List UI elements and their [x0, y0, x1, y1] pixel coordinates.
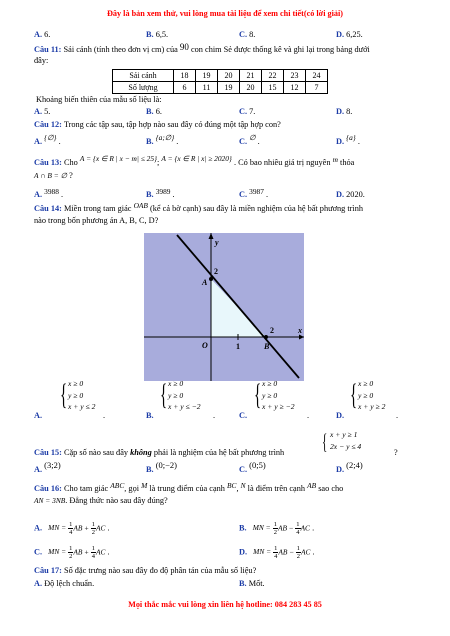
q15-system: { x + y ≥ 1 2x − y ≤ 4 [322, 429, 362, 454]
label-one: 1 [236, 342, 240, 351]
q16-option-c[interactable]: C. MN = $\frac{1}{2}$ AB + $\frac{1}{4}$ AC . [34, 545, 110, 560]
label-o: O [202, 341, 208, 350]
q14-option-b-label[interactable]: B. [146, 411, 154, 420]
q11-option-b[interactable]: B. 6. [146, 107, 162, 116]
footer-banner: Mọi thắc mắc vui lòng xin liên hệ hotline: 084 283 45 85 [128, 600, 322, 609]
q15-stem: Câu 15: Cặp số nào sau đây không phải là nghiệm của hệ bất phương trình [34, 448, 285, 457]
q11-option-c[interactable]: C. 7. [239, 107, 256, 116]
q12-option-d[interactable]: D. {a} . [336, 133, 360, 146]
q12-stem: Câu 12: Trong các tập sau, tập hợp nào sau đây có đúng một tập hợp con? [34, 120, 281, 129]
q14-option-c[interactable]: { x ≥ 0 y ≥ 0 x + y ≥ −2 [254, 378, 295, 411]
q10-option-c[interactable]: C. 8. [239, 30, 256, 39]
q13-option-c[interactable]: C. 3987 . [239, 187, 269, 199]
label-two-x: 2 [270, 326, 274, 335]
q17-option-b[interactable]: B. Mốt. [239, 579, 265, 588]
q13-option-a[interactable]: A. 3988 . [34, 187, 64, 199]
label-a: A [202, 278, 208, 287]
label-two-y: 2 [214, 267, 218, 276]
q14-option-d-label[interactable]: D. [336, 411, 345, 420]
point-a [209, 277, 213, 281]
label-y: y [215, 238, 219, 247]
q15-option-b[interactable]: B. (0;−2) [146, 460, 178, 474]
q14-option-a-label[interactable]: A. [34, 411, 43, 420]
q10-option-b[interactable]: B. 6,5. [146, 30, 169, 39]
q13-stem: Câu 13: Cho A = {x ∈ R | x − m| ≤ 25}; A = {x ∈ R | x| ≥ 2020} . Có bao nhiêu giá trị nguyên m thỏa [34, 154, 355, 167]
q12-option-b[interactable]: B. {a;∅} . [146, 133, 179, 146]
q16-option-d[interactable]: D. MN = $\frac{1}{4}$ AB − $\frac{1}{2}$ AC . [239, 545, 315, 560]
q15-option-c[interactable]: C. (0;5) [239, 460, 266, 474]
q11-stem-2: đây: [34, 56, 49, 65]
point-b [264, 335, 268, 339]
q14-option-d[interactable]: { x ≥ 0 y ≥ 0 x + y ≥ 2 [350, 378, 386, 411]
q14-graph [144, 233, 304, 381]
q10-option-d[interactable]: D. 6,25. [336, 30, 363, 39]
q14-option-a[interactable]: { x ≥ 0 y ≥ 0 x + y ≤ 2 [60, 378, 96, 411]
q13-option-d[interactable]: D. 2020. [336, 190, 365, 199]
label-b: B [264, 342, 270, 351]
q16-option-a[interactable]: A. MN = $\frac{1}{4}$ AB + $\frac{1}{2}$ AC . [34, 521, 110, 536]
q14-option-b[interactable]: { x ≥ 0 y ≥ 0 x + y ≤ −2 [160, 378, 201, 411]
q14-stem-2: nào trong bốn phương án A, B, C, D? [34, 216, 159, 225]
q13-option-b[interactable]: B. 3989 . [146, 187, 175, 199]
q12-option-c[interactable]: C. ∅ . [239, 133, 260, 146]
q16-stem: Câu 16: Cho tam giác ABC, gọi M là trung điểm của cạnh BC, N là điểm trên cạnh AB sao cho [34, 481, 344, 493]
q15-option-d[interactable]: D. (2;4) [336, 460, 363, 474]
q15-option-a[interactable]: A. (3;2) [34, 460, 61, 474]
header-banner: Đây là bản xem thử, vui lòng mua tài liệu để xem chi tiết(có lời giải) [107, 9, 343, 18]
q16-option-b[interactable]: B. MN = $\frac{1}{2}$ AB − $\frac{1}{4}$ AC . [239, 521, 315, 536]
q17-option-a[interactable]: A. Độ lệch chuẩn. [34, 579, 95, 588]
q11-option-d[interactable]: D. 8. [336, 107, 353, 116]
q14-option-c-label[interactable]: C. [239, 411, 248, 420]
label-x: x [298, 326, 302, 335]
q16-cond: AN = 3NB. Đẳng thức nào sau đây đúng? [34, 496, 168, 505]
q12-option-a[interactable]: A. {∅} . [34, 133, 61, 146]
q11-stem: Câu 11: Sải cánh (tính theo đơn vị cm) của 90 con chim Sẻ được thống kê và ghi lại trong bảng dưới [34, 42, 370, 54]
q11-after: Khoảng biến thiên của mẫu số liệu là: [36, 95, 162, 104]
q13-cond: A ∩ B = ∅ ? [34, 171, 73, 180]
q14-stem: Câu 14: Miền trong tam giác OAB (kể cả bờ cạnh) sau đây là miền nghiệm của hệ bất phương trình [34, 201, 364, 213]
q10-option-a[interactable]: A. 6. [34, 30, 51, 39]
q17-stem: Câu 17: Số đặc trưng nào sau đây đo độ phân tán của mẫu số liệu? [34, 566, 257, 575]
q11-table: Sải cánh 18 19 20 21 22 23 24 Số lượng 6 11 19 20 15 12 7 [112, 69, 328, 94]
q11-option-a[interactable]: A. 5. [34, 107, 51, 116]
